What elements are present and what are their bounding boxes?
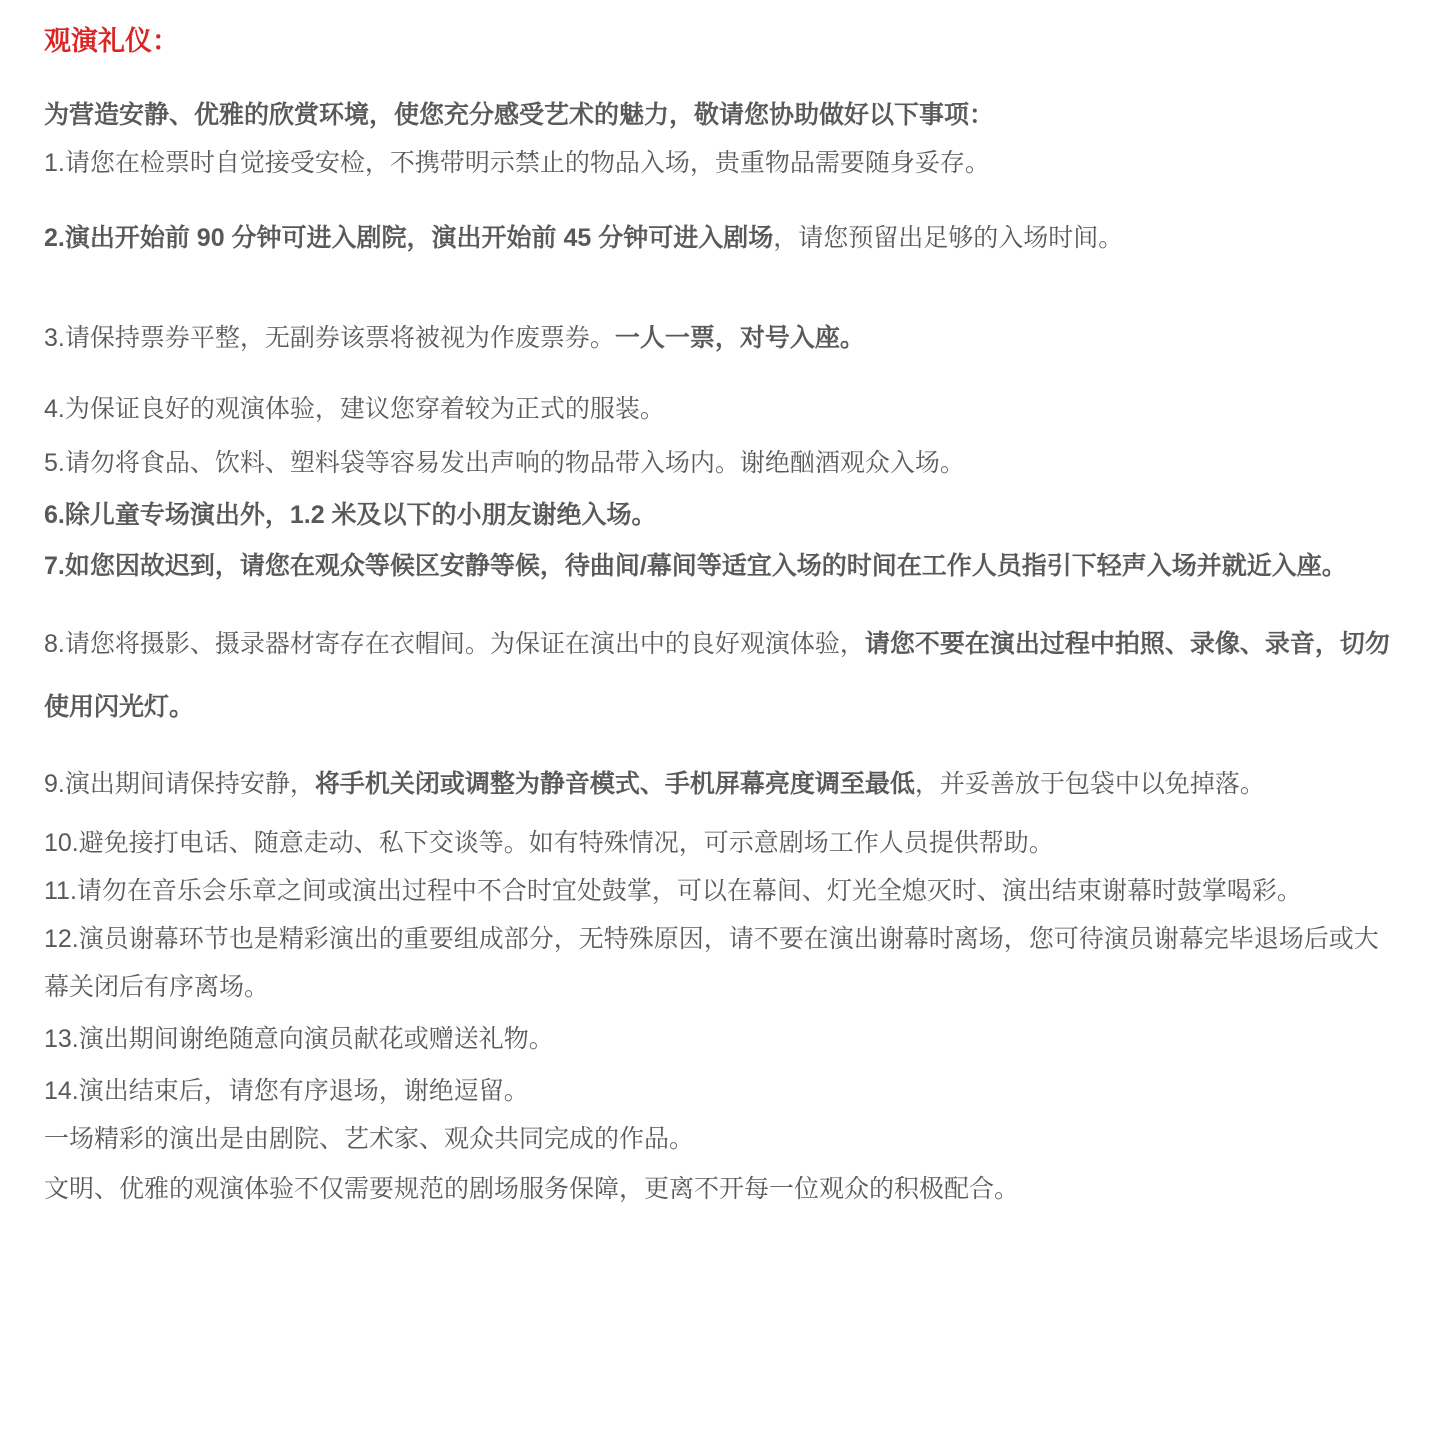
rule-item-8-regular-text: 8.请您将摄影、摄录器材寄存在衣帽间。为保证在演出中的良好观演体验， (44, 630, 865, 658)
rule-item-2-regular-text: ，请您预留出足够的入场时间。 (773, 224, 1124, 252)
rule-item-6: 6.除儿童专场演出外，1.2 米及以下的小朋友谢绝入场。 (44, 501, 657, 529)
rule-item-7: 7.如您因故迟到，请您在观众等候区安静等候，待曲间/幕间等适宜入场的时间在工作人员指引下轻声入场并就近入座。 (44, 552, 1347, 580)
rule-item-3-bold-text: 一人一票，对号入座。 (614, 324, 865, 352)
rule-item-8-bold-text: 请您不要在演出过程中拍照、录像、录音，切勿使用闪光灯。 (44, 630, 1390, 721)
closing-line-1: 一场精彩的演出是由剧院、艺术家、观众共同完成的作品。 (44, 1125, 695, 1153)
rule-item-2 (44, 214, 1390, 262)
rule-item-12: 12.演员谢幕环节也是精彩演出的重要组成部分，无特殊原因，请不要在演出谢幕时离场，您可待演员谢幕完毕退场后或大幕关闭后有序离场。 (44, 925, 1379, 1001)
rule-item-11: 11.请勿在音乐会乐章之间或演出过程中不合时宜处鼓掌，可以在幕间、灯光全熄灭时、演出结束谢幕时鼓掌喝彩。 (44, 877, 1302, 905)
closing-line-2: 文明、优雅的观演体验不仅需要规范的剧场服务保障，更离不开每一位观众的积极配合。 (44, 1175, 1020, 1203)
rule-item-3 (44, 314, 1390, 362)
rule-item-4: 4.为保证良好的观演体验，建议您穿着较为正式的服装。 (44, 395, 665, 423)
rule-item-13: 13.演出期间谢绝随意向演员献花或赠送礼物。 (44, 1025, 554, 1053)
rule-item-9-regular-end-text: ，并妥善放于包袋中以免掉落。 (914, 770, 1265, 798)
rule-item-8 (44, 613, 1390, 739)
rule-item-10: 10.避免接打电话、随意走动、私下交谈等。如有特殊情况，可示意剧场工作人员提供帮助。 (44, 829, 1054, 857)
rule-item-5: 5.请勿将食品、饮料、塑料袋等容易发出声响的物品带入场内。谢绝酗酒观众入场。 (44, 449, 965, 477)
rule-item-1: 1.请您在检票时自觉接受安检，不携带明示禁止的物品入场，贵重物品需要随身妥存。 (44, 149, 990, 177)
rule-item-9-bold-text: 将手机关闭或调整为静音模式、手机屏幕亮度调至最低 (314, 770, 915, 798)
page-title: 观演礼仪： (44, 26, 179, 56)
rule-item-3-regular-text: 3.请保持票券平整，无副券该票将被视为作废票券。 (44, 324, 615, 352)
rule-item-2-bold-text: 2.演出开始前 90 分钟可进入剧院，演出开始前 45 分钟可进入剧场 (44, 224, 774, 252)
rule-item-9 (44, 749, 1390, 819)
intro-paragraph: 为营造安静、优雅的欣赏环境，使您充分感受艺术的魅力，敬请您协助做好以下事项： (44, 101, 995, 129)
rule-item-14: 14.演出结束后，请您有序退场，谢绝逗留。 (44, 1077, 529, 1105)
rule-item-9-regular-start-text: 9.演出期间请保持安静， (44, 770, 315, 798)
